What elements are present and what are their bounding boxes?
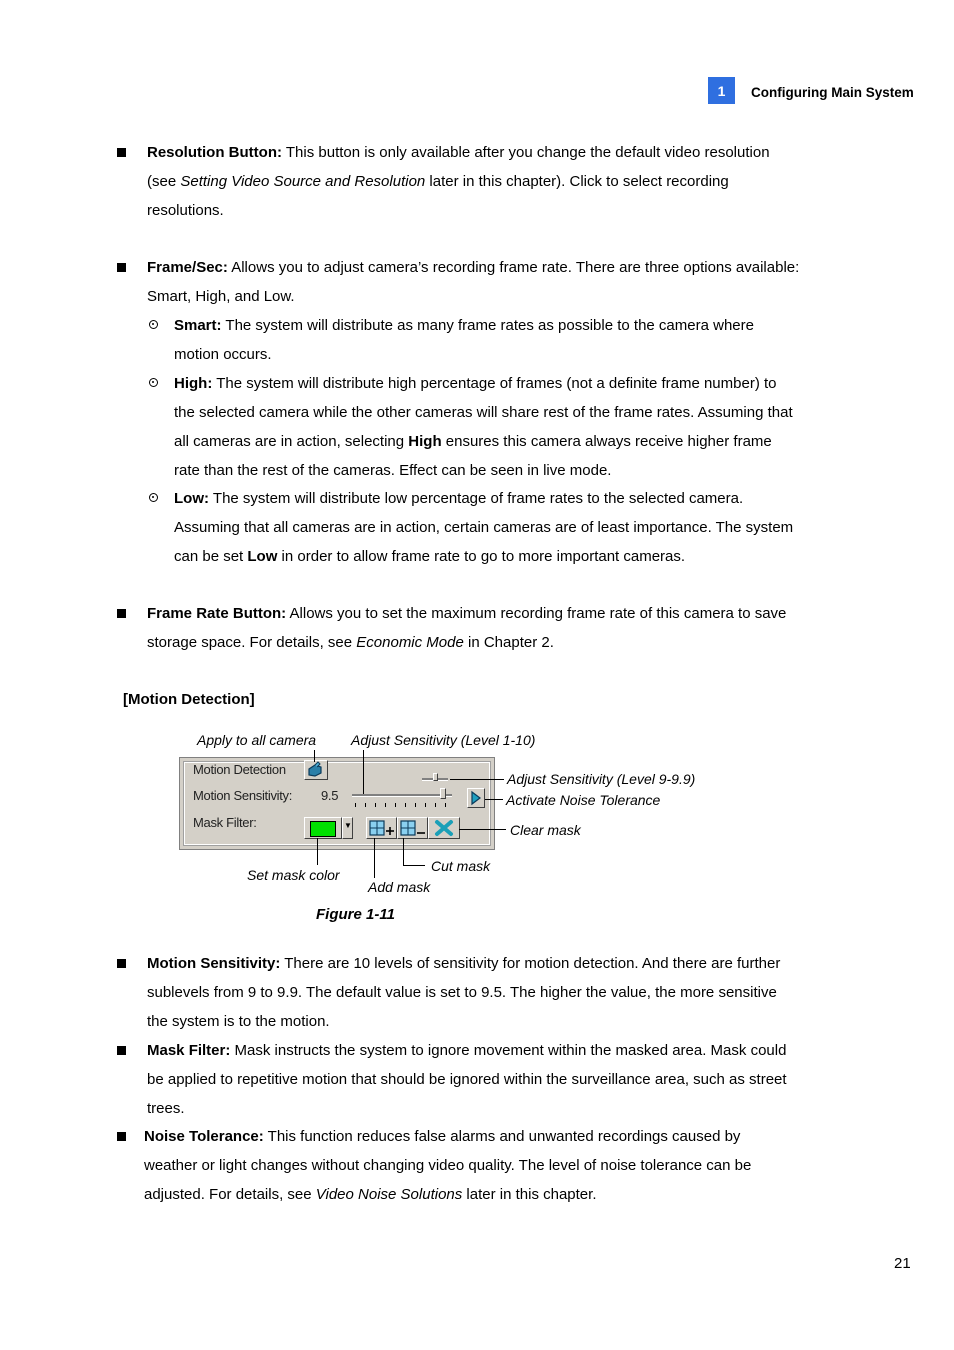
framerate-paragraph	[147, 599, 847, 657]
clear-mask-button[interactable]	[428, 817, 460, 839]
mask-filter-line1: Mask instructs the system to ignore movement within the masked area. Mask could	[234, 1042, 787, 1059]
motion-sens-line2: sublevels from 9 to 9.9. The default value is set to 9.5. The higher the value, the more sensitive	[147, 984, 777, 1001]
framerate-line2-post: in Chapter 2.	[463, 634, 554, 651]
callout-cut-mask: Cut mask	[431, 858, 491, 874]
leader-line	[485, 799, 503, 800]
noise-line3-post: later in this chapter.	[462, 1186, 597, 1203]
low-line3-bold: Low	[247, 548, 278, 565]
low-line3-post: in order to allow frame rate to go to more important cameras.	[277, 548, 686, 565]
smart-term: Smart:	[174, 317, 222, 334]
circle-bullet-icon	[149, 493, 158, 502]
hand-pointer-icon	[305, 761, 327, 779]
mask-filter-term: Mask Filter:	[147, 1042, 231, 1059]
motion-sens-line3: the system is to the motion.	[147, 1013, 330, 1030]
add-mask-icon	[367, 818, 396, 838]
fine-sensitivity-slider[interactable]	[433, 773, 438, 781]
callout-clear-mask: Clear mask	[510, 822, 581, 838]
noise-tolerance-button[interactable]	[467, 788, 485, 808]
chapter-title: Configuring Main System	[751, 85, 914, 100]
leader-line	[403, 865, 425, 866]
dropdown-arrow-icon: ▼	[344, 821, 352, 830]
high-paragraph	[174, 369, 844, 485]
framesec-term: Frame/Sec:	[147, 259, 228, 276]
mask-color-swatch	[310, 821, 336, 837]
noise-term: Noise Tolerance:	[144, 1128, 264, 1145]
callout-set-mask-color: Set mask color	[247, 867, 340, 883]
figure-caption: Figure 1-11	[316, 906, 395, 923]
framerate-link: Economic Mode	[356, 634, 464, 651]
mask-filter-paragraph	[147, 1036, 847, 1123]
cut-mask-icon	[398, 818, 427, 838]
sensitivity-ticks	[355, 803, 455, 807]
low-term: Low:	[174, 490, 209, 507]
callout-adjust-9-99: Adjust Sensitivity (Level 9-9.9)	[507, 771, 696, 787]
add-mask-button[interactable]	[366, 817, 397, 839]
callout-noise: Activate Noise Tolerance	[506, 792, 661, 808]
smart-line2: motion occurs.	[174, 346, 272, 363]
high-line4: rate than the rest of the cameras. Effect can be seen in live mode.	[174, 462, 612, 479]
resolution-line2-pre: (see	[147, 173, 181, 190]
low-line3-pre: can be set	[174, 548, 248, 565]
motion-detection-label: Motion Detection	[193, 762, 286, 777]
smart-line1: The system will distribute as many frame rates as possible to the camera where	[225, 317, 754, 334]
circle-bullet-icon	[149, 378, 158, 387]
resolution-link: Setting Video Source and Resolution	[180, 173, 426, 190]
sensitivity-value: 9.5	[321, 788, 339, 803]
bullet-square	[117, 609, 126, 618]
page-number: 21	[894, 1255, 911, 1272]
motion-sensitivity-paragraph	[147, 949, 847, 1036]
clear-x-icon	[429, 818, 459, 838]
framerate-term: Frame Rate Button:	[147, 605, 287, 622]
motion-sens-line1: There are 10 levels of sensitivity for motion detection. And there are further	[284, 955, 781, 972]
low-line1: The system will distribute low percentage of frame rates to the selected camera.	[212, 490, 744, 507]
high-term: High:	[174, 375, 213, 392]
framesec-line1: Allows you to adjust camera’s recording frame rate. There are three options available:	[231, 259, 800, 276]
high-line3-pre: all cameras are in action, selecting	[174, 433, 409, 450]
noise-line1: This function reduces false alarms and unwanted recordings caused by	[267, 1128, 741, 1145]
noise-line2: weather or light changes without changing video quality. The level of noise tolerance can be	[144, 1157, 752, 1174]
bullet-square	[117, 1132, 126, 1141]
framesec-paragraph	[147, 253, 857, 311]
leader-line	[450, 779, 504, 780]
bullet-square	[117, 959, 126, 968]
mask-color-dropdown[interactable]	[342, 817, 353, 839]
smart-paragraph	[174, 311, 844, 369]
callout-apply-all: Apply to all camera	[197, 732, 317, 748]
mask-filter-label: Mask Filter:	[193, 815, 257, 830]
framesec-line2: Smart, High, and Low.	[147, 288, 295, 305]
noise-line3-pre: adjusted. For details, see	[144, 1186, 316, 1203]
resolution-line2-post: later in this chapter). Click to select recording	[425, 173, 729, 190]
section-heading: [Motion Detection]	[123, 691, 255, 708]
resolution-paragraph	[147, 138, 847, 225]
motion-sensitivity-label: Motion Sensitivity:	[193, 788, 293, 803]
leader-line	[314, 750, 315, 762]
apply-all-button[interactable]	[304, 760, 328, 780]
low-line2: Assuming that all cameras are in action, certain cameras are of least importance. The system	[174, 519, 794, 536]
noise-tolerance-paragraph	[144, 1122, 844, 1209]
bullet-square	[117, 263, 126, 272]
framerate-line2-pre: storage space. For details, see	[147, 634, 357, 651]
play-arrow-icon	[468, 789, 484, 807]
mask-filter-line2: be applied to repetitive motion that should be ignored within the surveillance area, such as street	[147, 1071, 787, 1088]
mask-filter-line3: trees.	[147, 1100, 185, 1117]
leader-line	[403, 838, 404, 866]
callout-adjust-1-10: Adjust Sensitivity (Level 1-10)	[351, 732, 536, 748]
motion-sens-term: Motion Sensitivity:	[147, 955, 281, 972]
leader-line	[459, 829, 506, 830]
bullet-square	[117, 1046, 126, 1055]
low-paragraph	[174, 484, 844, 571]
resolution-line1: This button is only available after you change the default video resolution	[285, 144, 770, 161]
sensitivity-slider[interactable]	[440, 788, 446, 799]
framerate-line1: Allows you to set the maximum recording frame rate of this camera to save	[289, 605, 787, 622]
bullet-square	[117, 148, 126, 157]
leader-line	[363, 750, 364, 794]
circle-bullet-icon	[149, 320, 158, 329]
chapter-badge: 1	[708, 77, 735, 104]
leader-line	[374, 838, 375, 878]
mask-color-picker[interactable]	[304, 817, 342, 839]
high-line1: The system will distribute high percentage of frames (not a definite frame number) to	[216, 375, 777, 392]
resolution-term: Resolution Button:	[147, 144, 282, 161]
resolution-line3: resolutions.	[147, 202, 224, 219]
cut-mask-button[interactable]	[397, 817, 428, 839]
high-line3-bold: High	[408, 433, 442, 450]
sensitivity-track	[352, 794, 452, 797]
noise-link: Video Noise Solutions	[315, 1186, 463, 1203]
high-line3-post: ensures this camera always receive higher frame	[441, 433, 772, 450]
high-line2: the selected camera while the other cameras will share rest of the frame rates. Assuming that	[174, 404, 793, 421]
callout-add-mask: Add mask	[368, 879, 431, 895]
leader-line	[317, 838, 318, 865]
